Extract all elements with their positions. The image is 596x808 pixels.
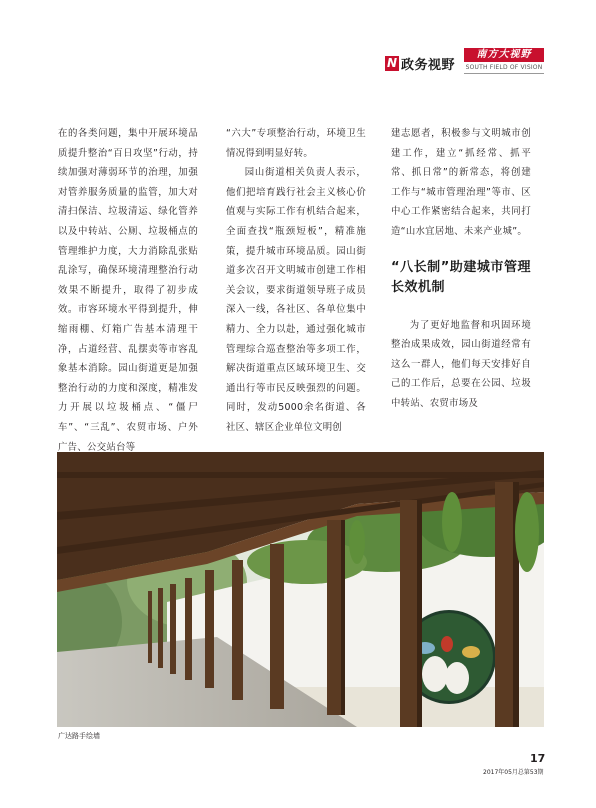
magazine-brand-subtitle: SOUTH FIELD OF VISION	[464, 63, 544, 74]
page-number: 17	[530, 752, 546, 765]
issue-info: 2017年05月总第53期	[483, 769, 544, 776]
paragraph: 为了更好地监督和巩固环境整治成果成效，园山街道经常有这么一群人，他们每天安排好自己的工作后，总要在公园、垃圾中转站、农贸市场及	[391, 319, 531, 409]
magazine-logo-icon: N	[386, 56, 398, 70]
photo-caption: 广达路手绘墙	[58, 732, 100, 740]
magazine-brand: 南方大视野	[464, 48, 544, 62]
paragraph: 园山街道相关负责人表示，他们把培育践行社会主义核心价值观与实际工作有机结合起来，全面查找“瓶颈短板”，精准施策，提升城市环境品质。园山街道多次召开文明城市创建工作相关会议，要求街道领导班子成员深入一线，各社区、各单位集中精力、全力以赴，通过强化城市管理综合巡查整治等多项工作，解决街道重点区域环境卫生、交通出行等市民反映强烈的问题。同时，发动5000余名街道、各社区、辖区企业单位文明创	[226, 167, 366, 433]
paragraph: 在的各类问题，集中开展环境品质提升整治“百日攻坚”行动，持续加强对薄弱环节的治理，加强对管养服务质量的监管，加大对清扫保洁、垃圾清运、绿化管养以及中转站、公厕、垃圾桶点的管理维护力度，大力消除乱张贴乱涂写，确保环境清理整治行动效果不断提升，取得了初步成效。市容环境水平得到提升，伸缩雨棚、灯箱广告基本清理干净，占道经营、乱摆卖等市容乱象基本消除。园山街道更是加强整治行动的力度和深度，精准发力开展以垃圾桶点、“僵尸车”、“三乱”、农贸市场、户外广告、公交站台等	[58, 128, 198, 453]
paragraph: “六大”专项整治行动，环境卫生情况得到明显好转。	[226, 128, 366, 159]
article-column-3	[391, 124, 531, 414]
article-photo	[57, 452, 544, 727]
article-column-1	[58, 124, 198, 457]
article-column-2	[226, 124, 366, 438]
paragraph: 建志愿者，积极参与文明城市创建工作，建立“抓经常、抓平常、抓日常”的新常态，将创建工作与“城市管理治理”等市、区中心工作紧密结合起来，共同打造“山水宜居地、未来产业城”。	[391, 128, 531, 237]
section-subheading: “八长制”助建城市管理长效机制	[391, 259, 531, 295]
pergola-mural-photo	[57, 452, 544, 727]
section-title: 政务视野	[401, 58, 456, 73]
